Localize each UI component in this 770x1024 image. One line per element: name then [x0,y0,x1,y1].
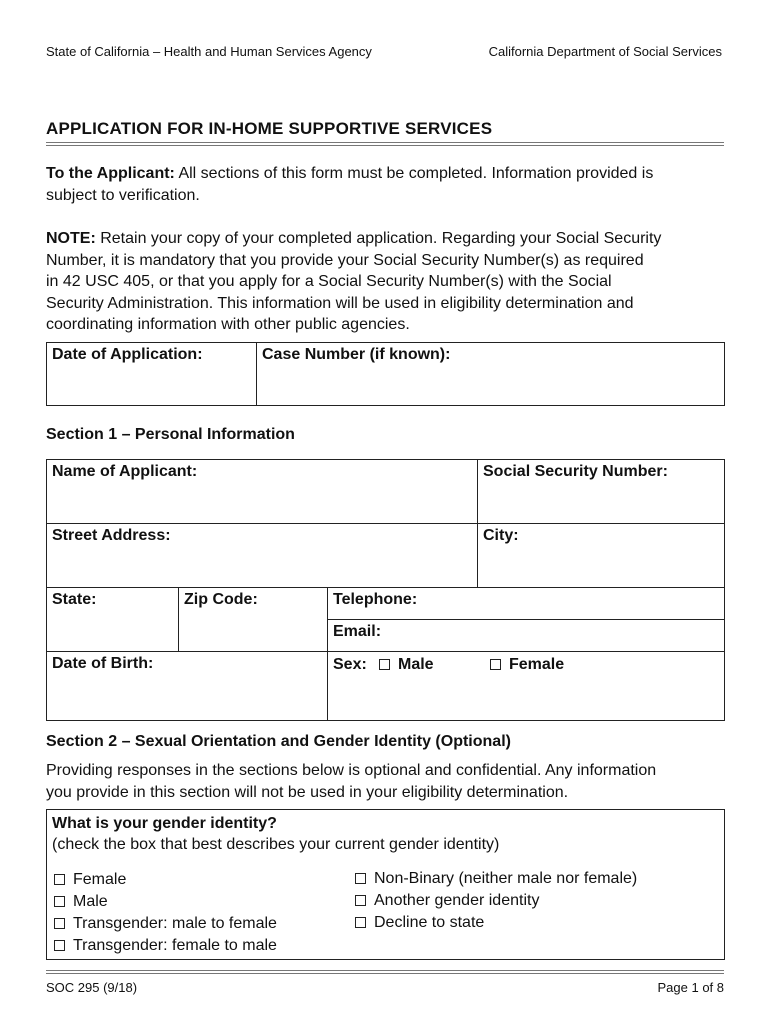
sex-field [328,652,724,720]
gender-option-label: Non-Binary (neither male nor female) [374,870,638,887]
state-label: State: [52,591,97,608]
gender-option-label: Male [73,893,108,910]
application-info-box [46,342,725,406]
date-of-birth-field[interactable] [47,652,328,720]
gender-option-label: Decline to state [374,914,485,931]
page-title: APPLICATION FOR IN-HOME SUPPORTIVE SERVICES [46,119,493,138]
applicant-instructions [46,163,736,206]
gender-identity-question: What is your gender identity? [52,815,277,832]
gender-option-label: Transgender: female to male [73,937,277,954]
note-text-4: Security Administration. This information will be used in eligibility determination and [46,294,634,312]
form-id: SOC 295 (9/18) [46,980,138,995]
gender-option-male[interactable] [54,893,108,911]
section1-title: Section 1 – Personal Information [46,426,295,443]
section2-title: Section 2 – Sexual Orientation and Gender Identity (Optional) [46,733,511,750]
gender-option-decline[interactable] [355,914,484,932]
note-text-1: Retain your copy of your completed application. Regarding your Social Security [95,230,662,247]
case-number-field[interactable] [257,343,724,405]
gender-option-female[interactable] [54,871,126,889]
checkbox-icon[interactable] [54,874,65,885]
checkbox-icon[interactable] [379,659,390,670]
applicant-text-1: All sections of this form must be completed. Information provided is [174,165,654,182]
applicant-text-2: subject to verification. [46,186,200,204]
checkbox-icon[interactable] [54,896,65,907]
checkbox-icon[interactable] [54,940,65,951]
sex-male-label: Male [398,656,434,673]
date-of-application-field[interactable] [47,343,257,405]
applicant-label: To the Applicant: [46,165,175,182]
note-paragraph [46,228,736,336]
ssn-label: Social Security Number: [483,463,668,480]
ssn-field[interactable] [478,460,724,524]
checkbox-icon[interactable] [490,659,501,670]
checkbox-icon[interactable] [355,895,366,906]
street-address-label: Street Address: [52,527,171,544]
note-text-2: Number, it is mandatory that you provide your Social Security Number(s) as required [46,251,644,269]
gender-option-non-binary[interactable] [355,870,637,888]
gender-option-label: Transgender: male to female [73,915,277,932]
date-of-application-label: Date of Application: [52,346,203,363]
zip-code-label: Zip Code: [184,591,258,608]
section2-desc-1: Providing responses in the sections below is optional and confidential. Any information [46,762,657,779]
gender-option-another[interactable] [355,892,539,910]
title-rule [46,142,724,146]
department-header: California Department of Social Services [488,44,722,59]
checkbox-icon[interactable] [355,873,366,884]
section2-desc-2: you provide in this section will not be used in your eligibility determination. [46,783,569,801]
email-field[interactable] [328,620,724,652]
applicant-name-label: Name of Applicant: [52,463,198,480]
page-number: Page 1 of 8 [657,980,724,995]
personal-info-table [46,459,725,721]
zip-code-field[interactable] [179,588,328,652]
telephone-field[interactable] [328,588,724,620]
street-address-field[interactable] [47,524,478,588]
email-label: Email: [333,623,382,640]
footer-rule [46,970,724,974]
sex-male-option[interactable] [379,656,434,674]
note-text-3: in 42 USC 405, or that you apply for a Social Security Number(s) with the Social [46,273,612,290]
date-of-birth-label: Date of Birth: [52,655,154,672]
note-label: NOTE: [46,230,96,247]
checkbox-icon[interactable] [355,917,366,928]
gender-identity-instruction: (check the box that best describes your current gender identity) [52,836,500,853]
case-number-label: Case Number (if known): [262,346,451,363]
gender-identity-box [46,809,725,960]
section2-description [46,760,736,803]
state-field[interactable] [47,588,179,652]
city-field[interactable] [478,524,724,588]
gender-option-trans-ftm[interactable] [54,937,277,955]
sex-female-label: Female [509,656,565,673]
checkbox-icon[interactable] [54,918,65,929]
gender-option-label: Female [73,871,127,888]
agency-header: State of California – Health and Human Services Agency [46,44,372,59]
sex-female-option[interactable] [490,656,564,674]
applicant-name-field[interactable] [47,460,478,524]
sex-label: Sex: [333,656,367,673]
city-label: City: [483,527,519,544]
gender-option-label: Another gender identity [374,892,540,909]
note-text-5: coordinating information with other public agencies. [46,316,410,333]
gender-option-trans-mtf[interactable] [54,915,277,933]
telephone-label: Telephone: [333,591,418,608]
